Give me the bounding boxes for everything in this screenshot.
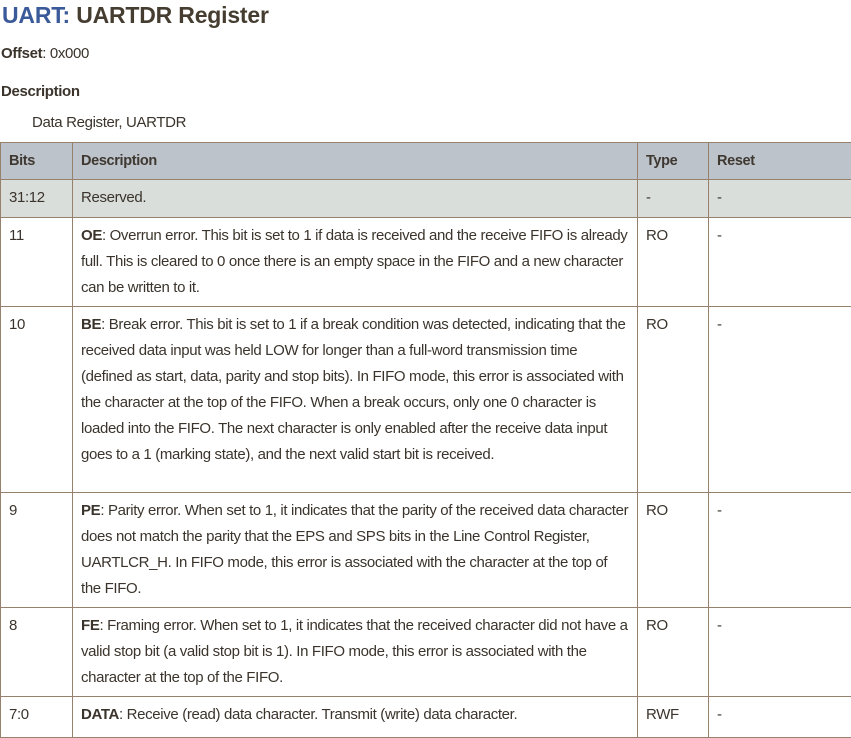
table-row-bit-8 <box>1 608 851 697</box>
description-cell <box>73 307 638 493</box>
type-cell: RO <box>638 307 709 493</box>
bit-field-table <box>0 142 851 738</box>
register-group-link[interactable]: UART: <box>2 2 70 28</box>
field-name: OE <box>81 227 102 244</box>
offset-value: : 0x000 <box>42 45 89 62</box>
column-header-description: Description <box>73 143 638 180</box>
reset-cell: - <box>709 307 851 493</box>
field-name: DATA <box>81 706 119 723</box>
description-cell <box>73 493 638 608</box>
page-title <box>0 2 851 28</box>
table-row-bits-7-0 <box>1 697 851 738</box>
bits-cell: 7:0 <box>1 697 73 738</box>
field-description: : Framing error. When set to 1, it indicates that the received character did not have a valid stop bit (a valid stop bit is 1). In FIFO mode, this error is associated with the character at the top of the FIFO. <box>81 617 628 686</box>
table-row-bits-31-12 <box>1 180 851 218</box>
description-cell <box>73 180 638 218</box>
field-description: : Receive (read) data character. Transmit (write) data character. <box>119 706 517 723</box>
field-description: Reserved. <box>81 189 146 206</box>
bits-cell: 11 <box>1 218 73 307</box>
description-cell <box>73 608 638 697</box>
offset-label: Offset <box>1 45 42 62</box>
field-name: FE <box>81 617 99 634</box>
description-cell <box>73 697 638 738</box>
reset-cell: - <box>709 697 851 738</box>
bits-cell: 10 <box>1 307 73 493</box>
offset-line <box>0 44 851 64</box>
type-cell: - <box>638 180 709 218</box>
table-row-bit-10 <box>1 307 851 493</box>
column-header-reset: Reset <box>709 143 851 180</box>
bits-cell: 9 <box>1 493 73 608</box>
type-cell: RWF <box>638 697 709 738</box>
table-row-bit-11 <box>1 218 851 307</box>
type-cell: RO <box>638 608 709 697</box>
table-row-bit-9 <box>1 493 851 608</box>
register-doc-page <box>0 2 851 738</box>
bits-cell: 31:12 <box>1 180 73 218</box>
field-name: BE <box>81 316 101 333</box>
page-title-rest: UARTDR Register <box>70 2 269 28</box>
table-header-row <box>1 143 851 180</box>
reset-cell: - <box>709 218 851 307</box>
field-description: : Parity error. When set to 1, it indicates that the parity of the received data character does not match the parity that the EPS and SPS bits in the Line Control Register, UARTLCR_H. In FIFO mode, this error is associated with the character at the top of the FIFO. <box>81 502 628 597</box>
type-cell: RO <box>638 493 709 608</box>
description-value: Data Register, UARTDR <box>32 113 851 133</box>
column-header-bits: Bits <box>1 143 73 180</box>
reset-cell: - <box>709 493 851 608</box>
field-description: : Break error. This bit is set to 1 if a break condition was detected, indicating that the received data input was held LOW for longer than a full-word transmission time (defined as start, data, parity and stop bits). In FIFO mode, this error is associated with the character at the top of the FIFO. When a break occurs, only one 0 character is loaded into the FIFO. The next character is only enabled after the receive data input goes to a 1 (marking state), and the next valid start bit is received. <box>81 316 626 463</box>
description-cell <box>73 218 638 307</box>
description-heading: Description <box>0 82 851 102</box>
reset-cell: - <box>709 608 851 697</box>
field-description: : Overrun error. This bit is set to 1 if data is received and the receive FIFO is already full. This is cleared to 0 once there is an empty space in the FIFO and a new character can be written to it. <box>81 227 627 296</box>
field-name: PE <box>81 502 100 519</box>
bits-cell: 8 <box>1 608 73 697</box>
reset-cell: - <box>709 180 851 218</box>
type-cell: RO <box>638 218 709 307</box>
column-header-type: Type <box>638 143 709 180</box>
